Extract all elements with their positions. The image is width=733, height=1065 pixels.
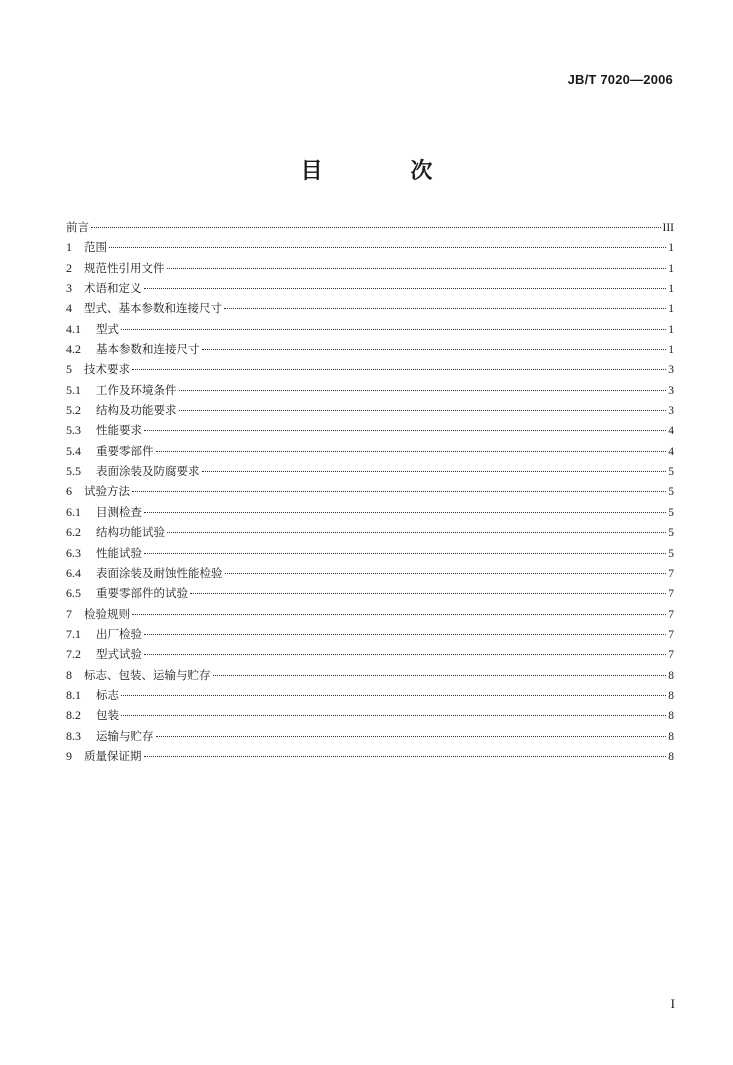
toc-entry-title: 型式试验 bbox=[96, 647, 142, 662]
toc-entry-number: 8 bbox=[66, 667, 72, 682]
toc-entry-title: 试验方法 bbox=[84, 484, 130, 499]
toc-entry[interactable] bbox=[66, 604, 674, 624]
toc-entry-title: 表面涂装及防腐要求 bbox=[96, 464, 200, 479]
toc-entry-page: 1 bbox=[668, 283, 674, 296]
toc-entry-title: 表面涂装及耐蚀性能检验 bbox=[96, 565, 223, 580]
toc-entry[interactable] bbox=[66, 705, 674, 725]
toc-entry-page: 1 bbox=[668, 262, 674, 275]
toc-dot-leader bbox=[202, 349, 667, 350]
toc-dot-leader bbox=[224, 308, 666, 309]
toc-entry-number: 5.3 bbox=[66, 423, 81, 438]
toc-entry-page: 1 bbox=[668, 242, 674, 255]
toc-entry-number: 9 bbox=[66, 748, 72, 763]
toc-entry-number: 6.4 bbox=[66, 565, 81, 580]
toc-entry-number: 5.5 bbox=[66, 464, 81, 479]
toc-dot-leader bbox=[132, 614, 666, 615]
toc-dot-leader bbox=[167, 268, 667, 269]
toc-entry-page: 1 bbox=[668, 323, 674, 336]
toc-entry-page: 8 bbox=[668, 689, 674, 702]
toc-entry[interactable] bbox=[66, 380, 674, 400]
toc-dot-leader bbox=[121, 695, 666, 696]
toc-entry-page: 7 bbox=[668, 649, 674, 662]
toc-entry-page: 7 bbox=[668, 588, 674, 601]
toc-entry-page: III bbox=[662, 222, 674, 234]
toc-dot-leader bbox=[144, 512, 666, 513]
toc-entry-title: 包装 bbox=[96, 708, 119, 723]
toc-entry-number: 7.2 bbox=[66, 647, 81, 662]
toc-entry-page: 5 bbox=[668, 506, 674, 519]
toc-entry-title: 范围 bbox=[84, 240, 107, 255]
toc-dot-leader bbox=[132, 491, 666, 492]
toc-dot-leader bbox=[190, 593, 666, 594]
toc-entry-page: 1 bbox=[668, 344, 674, 357]
toc-entry-title: 术语和定义 bbox=[84, 281, 142, 296]
toc-entry[interactable] bbox=[66, 624, 674, 644]
toc-dot-leader bbox=[156, 736, 667, 737]
toc-dot-leader bbox=[144, 553, 666, 554]
toc-dot-leader bbox=[144, 634, 666, 635]
toc-entry-title: 性能试验 bbox=[96, 545, 142, 560]
toc-entry-title: 标志 bbox=[96, 687, 119, 702]
toc-entry-number: 6.3 bbox=[66, 545, 81, 560]
toc-dot-leader bbox=[144, 654, 666, 655]
toc-entry-title: 目测检查 bbox=[96, 504, 142, 519]
toc-entry[interactable] bbox=[66, 481, 674, 501]
toc-entry[interactable] bbox=[66, 644, 674, 664]
toc-entry-number: 5 bbox=[66, 362, 72, 377]
toc-entry-title: 前言 bbox=[66, 220, 89, 234]
toc-dot-leader bbox=[225, 573, 667, 574]
toc-entry-title: 运输与贮存 bbox=[96, 728, 154, 743]
toc-entry-page: 7 bbox=[668, 628, 674, 641]
toc-entry-number: 6.1 bbox=[66, 504, 81, 519]
toc-entry[interactable] bbox=[66, 359, 674, 379]
toc-entry-number: 4 bbox=[66, 301, 72, 316]
toc-entry-page: 1 bbox=[668, 303, 674, 316]
toc-entry-page: 7 bbox=[668, 608, 674, 621]
table-of-contents bbox=[66, 217, 674, 766]
toc-entry-title: 型式 bbox=[96, 321, 119, 336]
toc-dot-leader bbox=[109, 247, 666, 248]
toc-entry-number: 7 bbox=[66, 606, 72, 621]
standard-number: JB/T 7020—2006 bbox=[567, 72, 673, 87]
toc-dot-leader bbox=[144, 288, 667, 289]
toc-entry-number: 6.5 bbox=[66, 586, 81, 601]
toc-entry[interactable] bbox=[66, 237, 674, 257]
toc-entry-title: 重要零部件 bbox=[96, 443, 154, 458]
toc-entry[interactable] bbox=[66, 685, 674, 705]
toc-entry-number: 5.4 bbox=[66, 443, 81, 458]
toc-entry-page: 8 bbox=[668, 730, 674, 743]
toc-entry[interactable] bbox=[66, 400, 674, 420]
toc-entry-title: 规范性引用文件 bbox=[84, 260, 165, 275]
toc-entry[interactable] bbox=[66, 563, 674, 583]
toc-entry-title: 结构功能试验 bbox=[96, 525, 165, 540]
toc-entry-page: 8 bbox=[668, 669, 674, 682]
toc-dot-leader bbox=[167, 532, 666, 533]
toc-entry-number: 3 bbox=[66, 281, 72, 296]
toc-dot-leader bbox=[213, 675, 667, 676]
toc-entry[interactable] bbox=[66, 420, 674, 440]
toc-entry[interactable] bbox=[66, 746, 674, 766]
toc-entry-title: 性能要求 bbox=[96, 423, 142, 438]
toc-entry-number: 5.2 bbox=[66, 403, 81, 418]
toc-entry-page: 7 bbox=[668, 567, 674, 580]
toc-entry-number: 6.2 bbox=[66, 525, 81, 540]
toc-entry-number: 5.1 bbox=[66, 382, 81, 397]
toc-entry-page: 5 bbox=[668, 466, 674, 479]
toc-entry-number: 4.1 bbox=[66, 321, 81, 336]
toc-entry-page: 3 bbox=[668, 384, 674, 397]
toc-entry-title: 工作及环境条件 bbox=[96, 382, 177, 397]
toc-entry-title: 重要零部件的试验 bbox=[96, 586, 188, 601]
toc-entry-page: 8 bbox=[668, 710, 674, 723]
toc-entry[interactable] bbox=[66, 583, 674, 603]
toc-dot-leader bbox=[121, 715, 666, 716]
toc-dot-leader bbox=[91, 227, 661, 228]
toc-entry-page: 5 bbox=[668, 547, 674, 560]
toc-entry[interactable] bbox=[66, 278, 674, 298]
toc-entry-number: 4.2 bbox=[66, 342, 81, 357]
toc-entry-number: 8.2 bbox=[66, 708, 81, 723]
toc-dot-leader bbox=[179, 390, 667, 391]
toc-entry-number: 7.1 bbox=[66, 626, 81, 641]
toc-entry-title: 标志、包装、运输与贮存 bbox=[84, 667, 211, 682]
toc-entry-page: 4 bbox=[668, 445, 674, 458]
toc-entry[interactable] bbox=[66, 217, 674, 237]
toc-entry[interactable] bbox=[66, 319, 674, 339]
toc-entry-title: 质量保证期 bbox=[84, 748, 142, 763]
toc-entry[interactable] bbox=[66, 339, 674, 359]
toc-entry-page: 8 bbox=[668, 750, 674, 763]
toc-entry-title: 基本参数和连接尺寸 bbox=[96, 342, 200, 357]
toc-entry-number: 2 bbox=[66, 260, 72, 275]
toc-entry[interactable] bbox=[66, 726, 674, 746]
toc-entry[interactable] bbox=[66, 441, 674, 461]
toc-dot-leader bbox=[202, 471, 667, 472]
page-number: I bbox=[670, 996, 675, 1011]
toc-dot-leader bbox=[156, 451, 667, 452]
toc-entry[interactable] bbox=[66, 461, 674, 481]
toc-entry-title: 出厂检验 bbox=[96, 626, 142, 641]
toc-entry-title: 型式、基本参数和连接尺寸 bbox=[84, 301, 222, 316]
toc-entry[interactable] bbox=[66, 502, 674, 522]
toc-dot-leader bbox=[144, 756, 667, 757]
toc-entry-title: 检验规则 bbox=[84, 606, 130, 621]
toc-entry-number: 8.3 bbox=[66, 728, 81, 743]
toc-entry-page: 5 bbox=[668, 486, 674, 499]
toc-entry[interactable] bbox=[66, 298, 674, 318]
toc-entry-page: 3 bbox=[668, 364, 674, 377]
toc-entry[interactable] bbox=[66, 258, 674, 278]
toc-entry-title: 技术要求 bbox=[84, 362, 130, 377]
toc-entry-page: 5 bbox=[668, 527, 674, 540]
toc-entry-number: 1 bbox=[66, 240, 72, 255]
toc-entry-page: 4 bbox=[668, 425, 674, 438]
toc-entry-number: 6 bbox=[66, 484, 72, 499]
toc-entry[interactable] bbox=[66, 543, 674, 563]
toc-entry[interactable] bbox=[66, 522, 674, 542]
toc-entry-page: 3 bbox=[668, 405, 674, 418]
toc-entry[interactable] bbox=[66, 665, 674, 685]
toc-entry-number: 8.1 bbox=[66, 687, 81, 702]
toc-dot-leader bbox=[179, 410, 667, 411]
toc-dot-leader bbox=[121, 329, 666, 330]
toc-entry-title: 结构及功能要求 bbox=[96, 403, 177, 418]
toc-dot-leader bbox=[144, 430, 666, 431]
toc-dot-leader bbox=[132, 369, 666, 370]
page-title: 目 次 bbox=[300, 159, 473, 184]
